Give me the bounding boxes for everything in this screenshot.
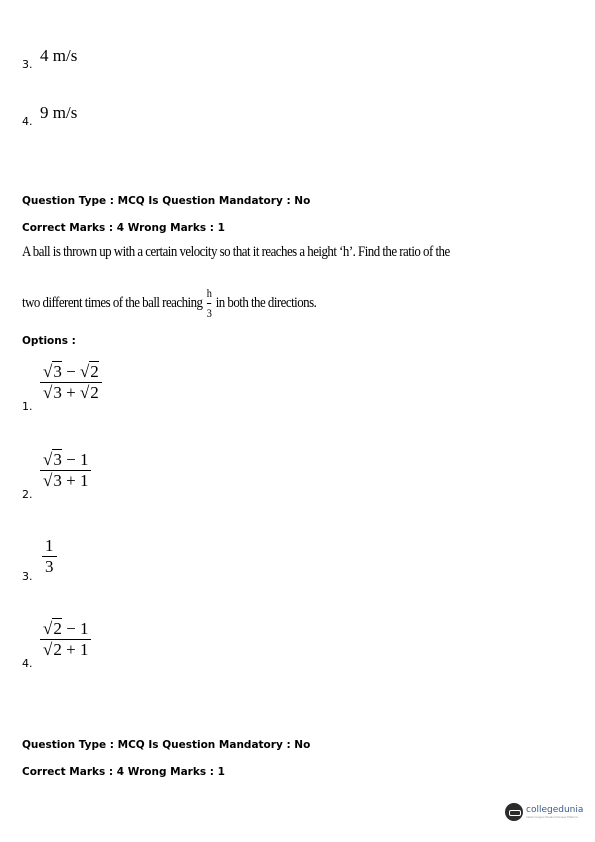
next-question-type-line: Question Type : MCQ Is Question Mandatory : No <box>22 739 311 751</box>
option-number: 3. <box>22 58 33 71</box>
question-text-line1: A ball is thrown up with a certain velocity so that it reaches a height ‘h’. Find the ratio of the <box>22 244 450 260</box>
option-number: 2. <box>22 488 33 501</box>
option-number: 4. <box>22 657 33 670</box>
question-text-line2 <box>22 286 316 321</box>
options-label: Options : <box>22 335 76 347</box>
option-number: 4. <box>22 115 33 128</box>
option-number: 3. <box>22 570 33 583</box>
question-type-line: Question Type : MCQ Is Question Mandatory : No <box>22 195 311 207</box>
h-over-3-fraction <box>207 286 212 321</box>
next-question-marks-line: Correct Marks : 4 Wrong Marks : 1 <box>22 766 225 778</box>
option-value: 4 m/s <box>40 46 78 65</box>
mascot-face-icon <box>505 803 523 821</box>
question-text-before: two different times of the ball reaching <box>22 294 203 311</box>
option-4-fraction: $\frac{√2 - 1}{√2 + 1}$ <box>40 619 91 659</box>
logo-name: collegedunia <box>526 805 584 815</box>
question-marks-line: Correct Marks : 4 Wrong Marks : 1 <box>22 222 225 234</box>
option-value: 9 m/s <box>40 103 78 122</box>
fraction-denominator: 3 <box>206 306 212 320</box>
option-number: 1. <box>22 400 33 413</box>
collegedunia-logo <box>505 803 583 821</box>
logo-tagline: India's largest Student Review Platform <box>526 815 579 819</box>
question-text-after: in both the directions. <box>215 294 317 311</box>
option-1-fraction: $\frac{√3 - √2}{√3 + √2}$ <box>40 362 102 402</box>
fraction-numerator: h <box>206 286 212 300</box>
option-2-fraction: $\frac{√3 - 1}{√3 + 1}$ <box>40 450 91 490</box>
option-3-fraction: $\frac{1}{3}$ <box>42 536 57 576</box>
